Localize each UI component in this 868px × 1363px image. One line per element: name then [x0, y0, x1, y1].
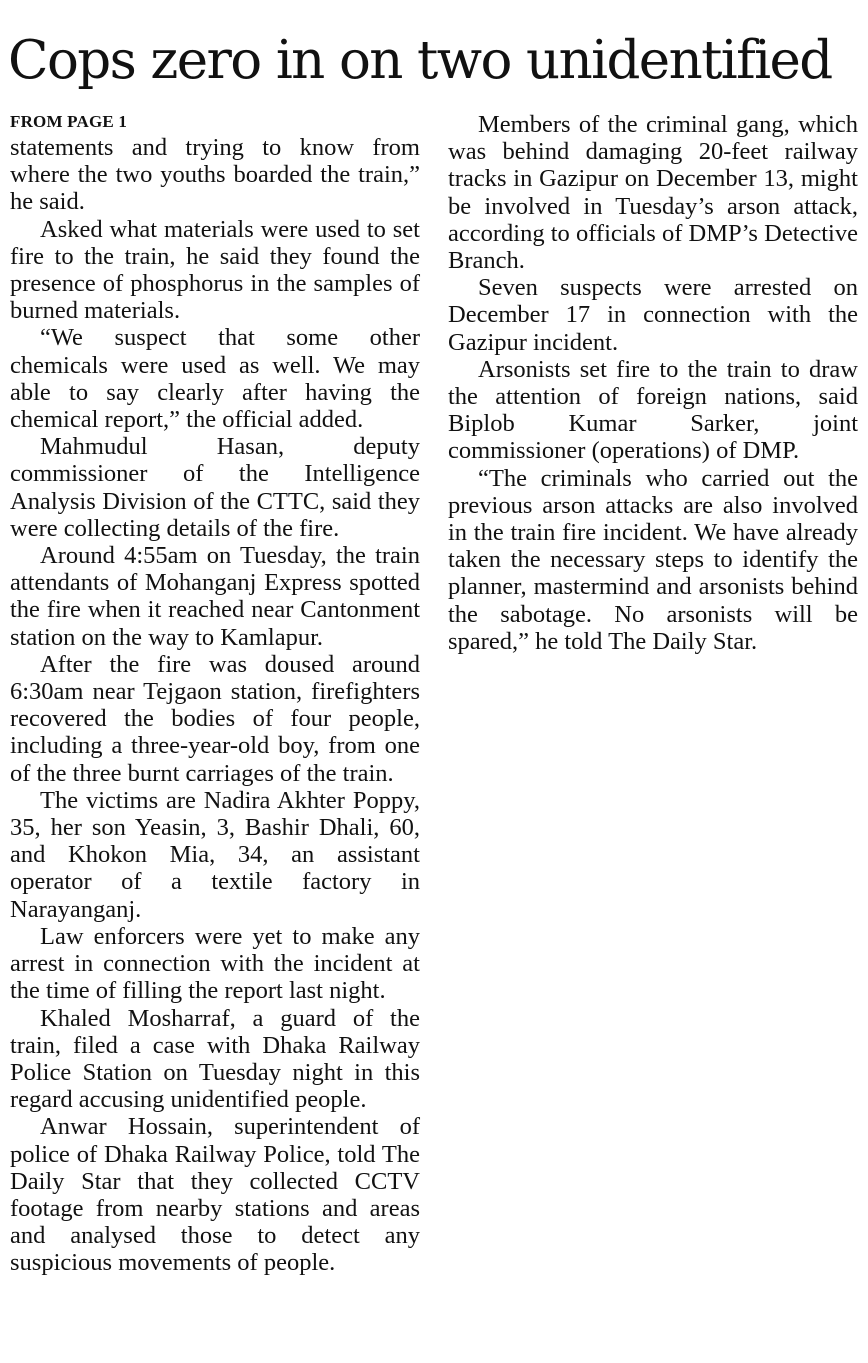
paragraph: After the fire was doused around 6:30am near Tejgaon station, firefighters recovered the bodies of four people, including a three-year-old boy, from one of the three burnt carriages of the train.	[10, 650, 420, 787]
paragraph: Arsonists set fire to the train to draw the attention of foreign nations, said Biplob Kumar Sarker, joint commissioner (operations) of DMP.	[448, 355, 858, 465]
paragraph: Asked what materials were used to set fire to the train, he said they found the presence of phosphorus in the samples of burned materials.	[10, 215, 420, 325]
paragraph: Mahmudul Hasan, deputy commissioner of the Intelligence Analysis Division of the CTTC, said they were collecting details of the fire.	[10, 433, 420, 542]
headline: Cops zero in on two unidentified	[8, 30, 832, 91]
paragraph: Around 4:55am on Tuesday, the train attendants of Mohanganj Express spotted the fire when it reached near Cantonment station on the way to Kamlapur.	[10, 542, 420, 651]
jump-label: FROM PAGE 1	[10, 112, 128, 131]
paragraph: Law enforcers were yet to make any arrest in connection with the incident at the time of filling the report last night.	[10, 922, 420, 1005]
left-column	[10, 110, 420, 1277]
paragraph: “We suspect that some other chemicals were used as well. We may able to say clearly after having the chemical report,” the official added.	[10, 324, 420, 434]
right-column	[448, 111, 858, 655]
paragraph: Anwar Hossain, superintendent of police of Dhaka Railway Police, told The Daily Star that they collected CCTV footage from nearby stations and areas and analysed those to detect any suspicious movements of people.	[10, 1113, 420, 1277]
paragraph: “The criminals who carried out the previous arson attacks are also involved in the train fire incident. We have already taken the necessary steps to identify the planner, mastermind and arsonists behind the sabotage. No arsonists will be spared,” he told The Daily Star.	[448, 464, 858, 655]
paragraph: Members of the criminal gang, which was behind damaging 20-feet railway tracks in Gazipur on December 13, might be involved in Tuesday’s arson attack, according to officials of DMP’s Detective Branch.	[448, 111, 858, 275]
paragraph: statements and trying to know from where the two youths boarded the train,” he said.	[10, 134, 420, 216]
paragraph: Seven suspects were arrested on December 17 in connection with the Gazipur incident.	[448, 274, 858, 356]
paragraph: Khaled Mosharraf, a guard of the train, filed a case with Dhaka Railway Police Station on Tuesday night in this regard accusing unidentified people.	[10, 1004, 420, 1114]
paragraph: The victims are Nadira Akhter Poppy, 35, her son Yeasin, 3, Bashir Dhali, 60, and Khokon Mia, 34, an assistant operator of a textile factory in Narayanganj.	[10, 786, 420, 923]
